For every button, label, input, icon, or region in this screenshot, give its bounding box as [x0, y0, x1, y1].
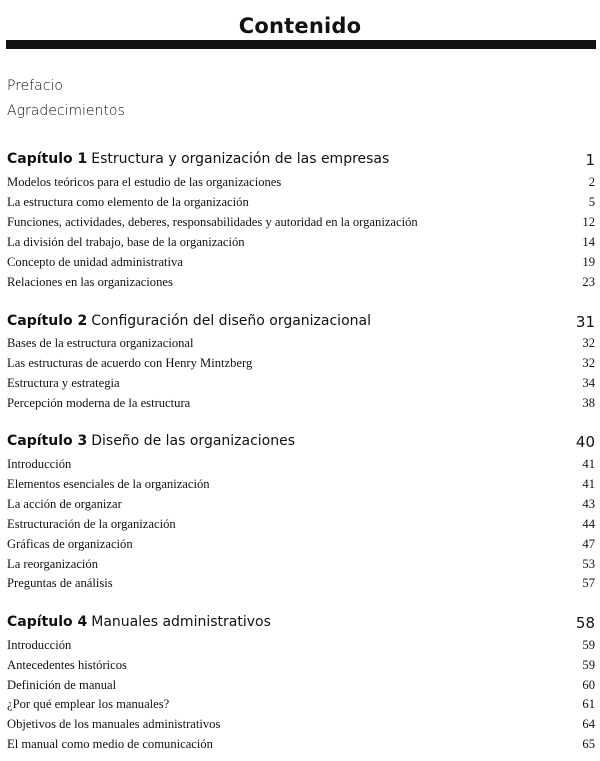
- chapter-title: Diseño de las organizaciones: [91, 433, 296, 449]
- chapter-4-row[interactable]: [7, 614, 595, 634]
- page-title: Contenido: [238, 14, 362, 38]
- entry-page: 19: [582, 255, 595, 269]
- toc-entry[interactable]: [7, 576, 595, 594]
- entry-title: Concepto de unidad administrativa: [7, 255, 183, 269]
- entry-page: 59: [582, 658, 595, 672]
- entry-page: 12: [582, 215, 595, 229]
- toc-entry[interactable]: [7, 275, 595, 293]
- entry-page: 38: [582, 396, 595, 410]
- entry-page: 32: [582, 356, 595, 370]
- chapter-number: Capítulo 2: [7, 313, 88, 329]
- chapter-page: 40: [575, 433, 595, 451]
- entry-title: Las estructuras de acuerdo con Henry Mintzberg: [7, 356, 253, 370]
- toc-entry[interactable]: [7, 255, 595, 273]
- entry-title: Definición de manual: [7, 678, 117, 692]
- toc-entry[interactable]: [7, 557, 595, 575]
- entry-title: Bases de la estructura organizacional: [7, 336, 194, 350]
- entry-title: ¿Por qué emplear los manuales?: [7, 697, 170, 711]
- entry-title: La división del trabajo, base de la organización: [7, 235, 245, 249]
- toc-entry[interactable]: [7, 678, 595, 696]
- entry-title: Percepción moderna de la estructura: [7, 396, 191, 410]
- chapter-number: Capítulo 1: [7, 151, 88, 167]
- chapter-title: Manuales administrativos: [91, 614, 271, 630]
- entry-page: 5: [588, 195, 595, 209]
- entry-page: 43: [582, 497, 595, 511]
- toc-entry[interactable]: [7, 717, 595, 735]
- entry-page: 32: [582, 336, 595, 350]
- entry-page: 14: [582, 235, 595, 249]
- chapter-page: 58: [575, 614, 595, 632]
- entry-page: 53: [582, 557, 595, 571]
- chapter-page: 31: [575, 313, 595, 331]
- front-matter-agradecimientos[interactable]: Agradecimientos: [7, 103, 125, 119]
- entry-title: Relaciones en las organizaciones: [7, 275, 173, 289]
- entry-page: 60: [582, 678, 595, 692]
- toc-entry[interactable]: [7, 537, 595, 555]
- chapter-number: Capítulo 3: [7, 433, 88, 449]
- entry-page: 47: [582, 537, 595, 551]
- entry-page: 2: [588, 175, 595, 189]
- entry-page: 23: [582, 275, 595, 289]
- chapter-2-row[interactable]: [7, 313, 595, 333]
- entry-title: Preguntas de análisis: [7, 576, 113, 590]
- entry-title: Modelos teóricos para el estudio de las organizaciones: [7, 175, 282, 189]
- front-matter-prefacio[interactable]: Prefacio: [7, 78, 63, 94]
- entry-title: Estructura y estrategia: [7, 376, 120, 390]
- toc-entry[interactable]: [7, 376, 595, 394]
- chapter-1-row[interactable]: [7, 151, 595, 171]
- toc-entry[interactable]: [7, 336, 595, 354]
- entry-title: La estructura como elemento de la organización: [7, 195, 249, 209]
- toc-entry[interactable]: [7, 638, 595, 656]
- chapter-title: Configuración del diseño organizacional: [91, 313, 371, 329]
- entry-page: 57: [582, 576, 595, 590]
- entry-page: 41: [582, 477, 595, 491]
- entry-page: 44: [582, 517, 595, 531]
- toc-entry[interactable]: [7, 356, 595, 374]
- entry-title: Introducción: [7, 457, 72, 471]
- chapter-3-row[interactable]: [7, 433, 595, 453]
- chapter-number: Capítulo 4: [7, 614, 88, 630]
- entry-title: Introducción: [7, 638, 72, 652]
- entry-page: 64: [582, 717, 595, 731]
- entry-page: 61: [582, 697, 595, 711]
- entry-page: 59: [582, 638, 595, 652]
- chapter-page: 1: [585, 151, 595, 169]
- toc-entry[interactable]: [7, 477, 595, 495]
- toc-entry[interactable]: [7, 497, 595, 515]
- toc-entry[interactable]: [7, 195, 595, 213]
- entry-title: La reorganización: [7, 557, 99, 571]
- toc-entry[interactable]: [7, 457, 595, 475]
- entry-title: Estructuración de la organización: [7, 517, 176, 531]
- toc-entry[interactable]: [7, 697, 595, 715]
- entry-title: Funciones, actividades, deberes, responsabilidades y autoridad en la organización: [7, 215, 418, 229]
- chapter-title: Estructura y organización de las empresas: [91, 151, 390, 167]
- toc-entry[interactable]: [7, 396, 595, 414]
- entry-title: El manual como medio de comunicación: [7, 737, 213, 751]
- toc-entry[interactable]: [7, 175, 595, 193]
- toc-entry[interactable]: [7, 658, 595, 676]
- toc-entry[interactable]: [7, 517, 595, 535]
- title-rule: [6, 40, 596, 49]
- toc-entry[interactable]: [7, 215, 595, 233]
- entry-title: La acción de organizar: [7, 497, 122, 511]
- entry-title: Elementos esenciales de la organización: [7, 477, 210, 491]
- entry-title: Antecedentes históricos: [7, 658, 127, 672]
- entry-page: 41: [582, 457, 595, 471]
- toc-entry[interactable]: [7, 235, 595, 253]
- entry-page: 65: [582, 737, 595, 751]
- toc-entry[interactable]: [7, 737, 595, 755]
- entry-title: Gráficas de organización: [7, 537, 133, 551]
- entry-page: 34: [582, 376, 595, 390]
- entry-title: Objetivos de los manuales administrativos: [7, 717, 221, 731]
